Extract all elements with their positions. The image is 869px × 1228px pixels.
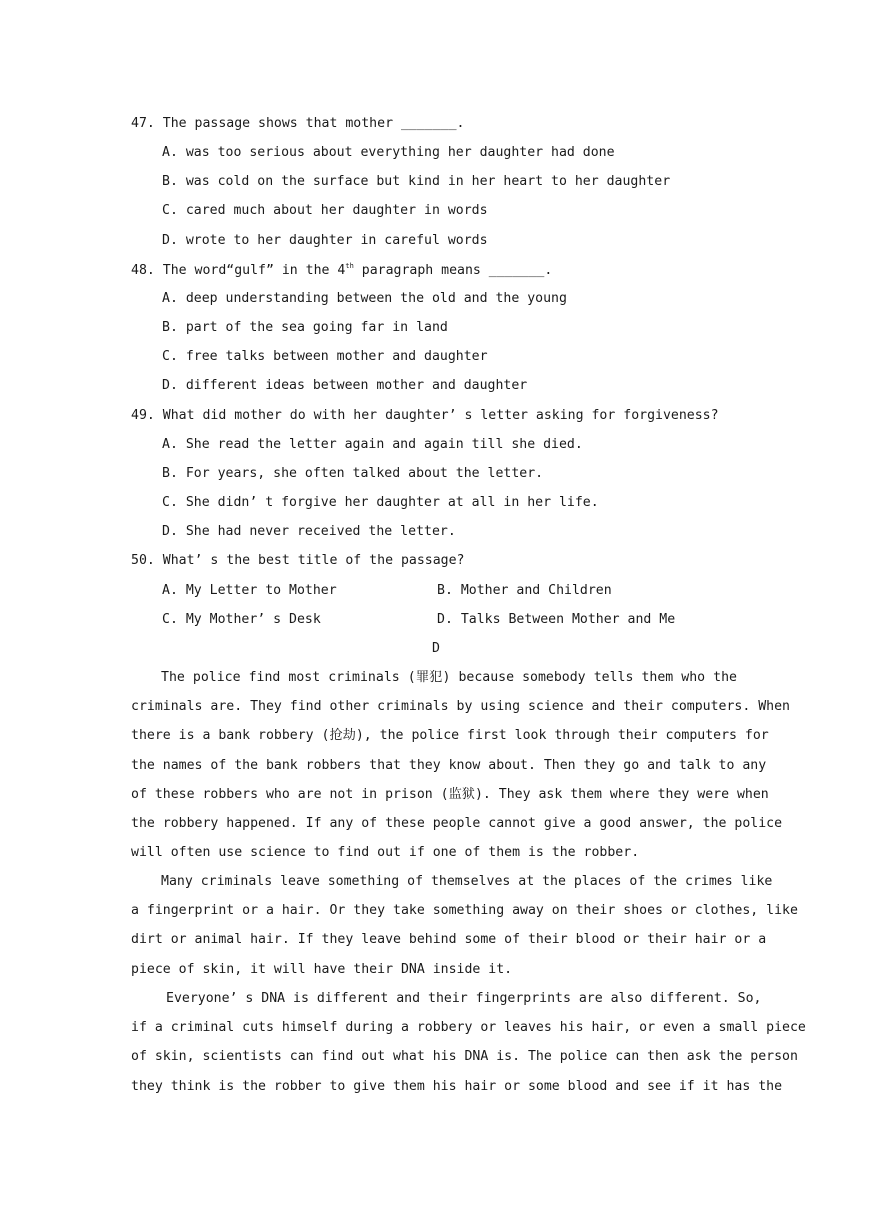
question-47-option-d: D. wrote to her daughter in careful words [162, 233, 488, 248]
question-48-option-b: B. part of the sea going far in land [162, 320, 448, 335]
passage-line: if a criminal cuts himself during a robbery or leaves his hair, or even a small piece [131, 1020, 806, 1036]
passage-line: piece of skin, it will have their DNA inside it. [131, 961, 513, 977]
passage-line: of these robbers who are not in prison (监狱). They ask them where they were when [131, 786, 769, 802]
question-48-stem-after: paragraph means _______. [353, 263, 553, 278]
question-49-option-a: A. She read the letter again and again till she died. [162, 437, 583, 452]
passage-line: will often use science to find out if one of them is the robber. [131, 845, 640, 861]
question-49-option-d: D. She had never received the letter. [162, 524, 456, 539]
passage-line: The police find most criminals (罪犯) because somebody tells them who the [161, 670, 737, 685]
question-49-stem: 49. What did mother do with her daughter’ s letter asking for forgiveness? [131, 408, 719, 423]
question-48-stem-before: 48. The word“gulf” in the 4 [131, 263, 346, 278]
passage-line: a fingerprint or a hair. Or they take something away on their shoes or clothes, like [131, 903, 798, 919]
question-48-option-a: A. deep understanding between the old and the young [162, 291, 567, 306]
passage-line: dirt or animal hair. If they leave behind some of their blood or their hair or a [131, 932, 767, 948]
question-49-option-c: C. She didn’ t forgive her daughter at all in her life. [162, 495, 599, 510]
question-47-option-a: A. was too serious about everything her daughter had done [162, 145, 615, 160]
passage-line: criminals are. They find other criminals by using science and their computers. When [131, 699, 790, 715]
question-48-stem [131, 263, 552, 277]
question-47-stem: 47. The passage shows that mother _______. [131, 116, 465, 131]
passage-line: there is a bank robbery (抢劫), the police first look through their computers for [131, 728, 769, 744]
passage-paragraph-2 [131, 874, 798, 992]
passage-paragraph-1 [131, 670, 790, 875]
question-48-option-c: C. free talks between mother and daughter [162, 349, 488, 364]
question-47-option-b: B. was cold on the surface but kind in her heart to her daughter [162, 174, 671, 189]
question-50-option-b: B. Mother and Children [437, 583, 612, 598]
question-48-option-d: D. different ideas between mother and daughter [162, 378, 528, 393]
passage-line: of skin, scientists can find out what his DNA is. The police can then ask the person [131, 1049, 798, 1065]
question-50-option-c: C. My Mother’ s Desk [162, 612, 321, 627]
passage-line: they think is the robber to give them his hair or some blood and see if it has the [131, 1078, 783, 1094]
question-50-option-d: D. Talks Between Mother and Me [437, 612, 676, 627]
question-50-option-a: A. My Letter to Mother [162, 583, 337, 598]
passage-line: Many criminals leave something of themselves at the places of the crimes like [161, 874, 773, 889]
question-49-option-b: B. For years, she often talked about the letter. [162, 466, 544, 481]
section-heading: D [432, 641, 440, 656]
question-50-stem: 50. What’ s the best title of the passage? [131, 553, 465, 568]
question-47-option-c: C. cared much about her daughter in words [162, 203, 488, 218]
passage-line: the robbery happened. If any of these people cannot give a good answer, the police [131, 815, 783, 831]
passage-paragraph-3 [131, 991, 806, 1109]
question-48-stem-superscript: th [345, 262, 354, 270]
passage-line: Everyone’ s DNA is different and their fingerprints are also different. So, [166, 991, 762, 1006]
passage-line: the names of the bank robbers that they know about. Then they go and talk to any [131, 757, 767, 773]
